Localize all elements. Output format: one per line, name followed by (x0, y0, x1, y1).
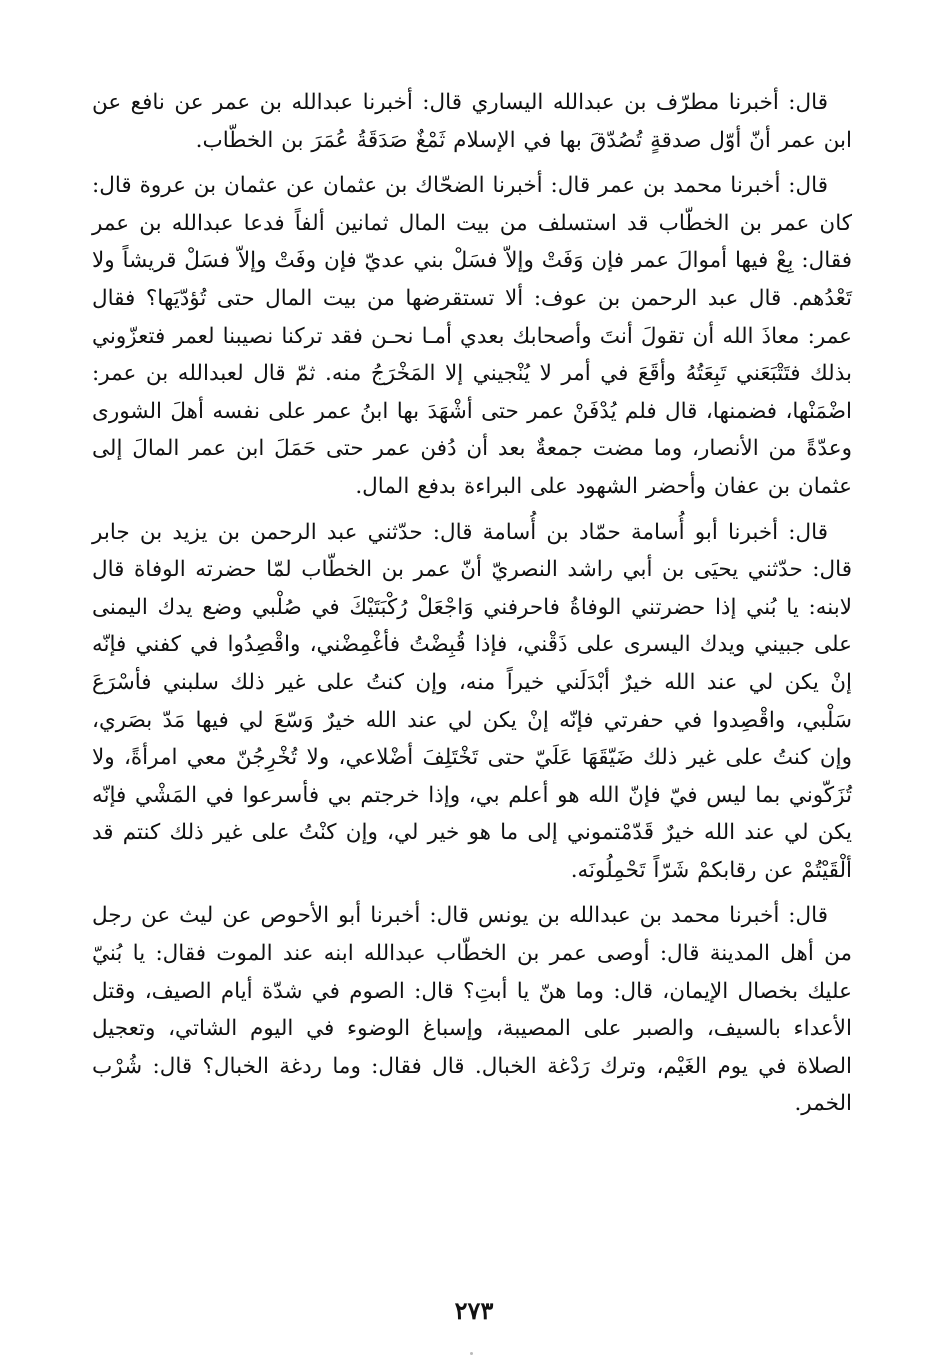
paragraph-2: قال: أخبرنا محمد بن عمر قال: أخبرنا الضحّاك بن عثمان عن عثمان بن عروة قال: كان عمر بن الخطّاب قد استسلف من بيت المال ثمانين ألفاً فدعا عبدالله بن عمر فقال: بِعْ فيها أموالَ عمر فإن وَفَتْ وإلاّ فسَلْ بني عديّ فإن وفَتْ وإلاّ فسَلْ قريشاً ولا تَعْدُهم. قال عبد الرحمن بن عوف: ألا تستقرضها من بيت المال حتى تُؤدّيَها؟ فقال عمر: معاذَ الله أن تقولَ أنتَ وأصحابك بعدي أمـا نحـن فقد تركنا نصيبنا لعمر فتعزّوني بذلك فتَتْبَعَني تَبِعَتُهُ وأقَعَ في أمر لا يُنْجيني إلا المَخْرَجُ منه. ثمّ قال لعبدالله بن عمر: اضْمَنْها، فضمنها، قال فلم يُدْفَنْ عمر حتى أشْهَدَ بها ابنُ عمر على نفسه أهلَ الشورى وعدّةً من الأنصار، وما مضت جمعةٌ بعد أن دُفن عمر حتى حَمَلَ ابن عمر المالَ إلى عثمان بن عفان وأحضر الشهود على البراءة بدفع المال. (92, 173, 852, 499)
page-body (92, 84, 852, 1131)
page-number: ٢٧٣ (454, 1296, 494, 1325)
scan-dot (470, 1352, 473, 1355)
paragraph-3: قال: أخبرنا أبو أُسامة حمّاد بن أُسامة قال: حدّثني عبد الرحمن بن يزيد بن جابر قال: حدّثني يحيَى بن أبي راشد النصريّ أنّ عمر بن الخطّاب لمّا حضرته الوفاة قال لابنه: يا بُني إذا حضرتني الوفاةُ فاحرفني وَاجْعَلْ رُكْبَتَيْكَ في صُلْبي وضع يدك اليمنى على جبيني ويدك اليسرى على ذَقْني، فإذا قُبِضْتُ فأغْمِضْني، واقْصِدُوا في كفني فإنّه إنْ يكن لي عند الله خيرٌ أبْدَلَني خيراً منه، وإن كنتُ على غير ذلك سلبني فأسْرَعَ سَلْبي، واقْصِدوا في حفرتي فإنّه إنْ يكن لي عند الله خيرٌ وَسّعَ لي فيها مَدّ بصَري، وإن كنتُ على غير ذلك ضَيّقَهَا عَلَيّ حتى تَخْتَلِفَ أضْلاعي، ولا تُخْرِجُنّ معي امرأةً، ولا تُزَكّوني بما ليس فيّ فإنّ الله هو أعلم بي، وإذا خرجتم بي فأسرعوا في المَشْي فإنّه يكن لي عند الله خيرٌ قَدّمْتموني إلى ما هو خير لي، وإن كنْتُ على غير ذلك كنتم قد ألْقَيْتُمْ عن رقابكمْ شَرّاً تَحْمِلُونَه. (92, 519, 852, 883)
paragraph-4: قال: أخبرنا محمد بن عبدالله بن يونس قال: أخبرنا أبو الأحوص عن ليث عن رجل من أهل المدينة قال: أوصى عمر بن الخطّاب عبدالله ابنه عند الموت فقال: يا بُنيّ عليك بخصال الإيمان، قال: وما هنّ يا أبتِ؟ قال: الصوم في شدّة أيام الصيف، وقتل الأعداء بالسيف، والصبر على المصيبة، وإسباغ الوضوء في اليوم الشاتي، وتعجيل الصلاة في يوم الغَيْم، وترك رَدْغة الخبال. قال فقال: وما ردغة الخبال؟ قال: شُرْب الخمر. (92, 903, 852, 1117)
paragraph-1: قال: أخبرنا مطرّف بن عبدالله اليساري قال: أخبرنا عبدالله بن عمر عن نافع عن ابن عمر أنّ أوّل صدقةٍ تُصُدّقَ بها في الإسلام ثَمْغٌ صَدَقَةُ عُمَرَ بن الخطّاب. (92, 90, 852, 153)
